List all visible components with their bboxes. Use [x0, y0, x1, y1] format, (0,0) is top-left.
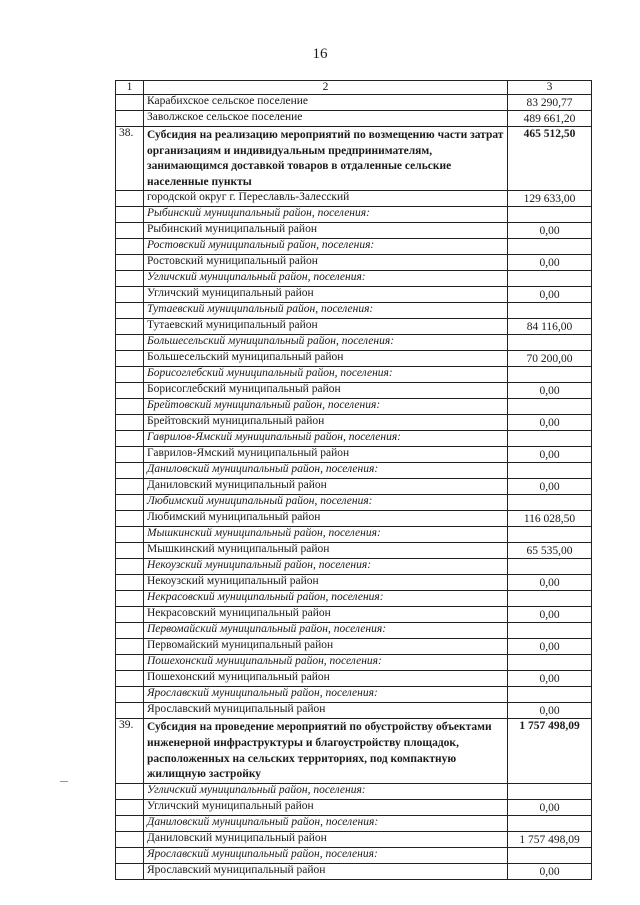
table-row — [116, 415, 592, 431]
district-settlements-label: Большесельский муниципальный район, поселения: — [144, 335, 508, 351]
table-row — [116, 591, 592, 607]
row-number-cell — [116, 559, 144, 575]
amount-cell — [508, 495, 592, 511]
row-number-cell — [116, 431, 144, 447]
row-number-cell — [116, 591, 144, 607]
amount-cell: 0,00 — [508, 799, 592, 815]
amount-cell — [508, 207, 592, 223]
row-number-cell — [116, 399, 144, 415]
district-name: Заволжское сельское поселение — [144, 111, 508, 127]
table-row — [116, 383, 592, 399]
row-number-cell — [116, 415, 144, 431]
table-row — [116, 351, 592, 367]
amount-cell: 0,00 — [508, 255, 592, 271]
table-row — [116, 303, 592, 319]
row-number-cell — [116, 703, 144, 719]
amount-cell — [508, 591, 592, 607]
row-number-cell — [116, 287, 144, 303]
district-name: Некоузский муниципальный район — [144, 575, 508, 591]
row-number-cell — [116, 95, 144, 111]
row-number-cell — [116, 255, 144, 271]
row-number-cell — [116, 639, 144, 655]
row-number-cell — [116, 607, 144, 623]
subsidy-total: 465 512,50 — [508, 127, 592, 191]
table-row — [116, 687, 592, 703]
table-row — [116, 111, 592, 127]
row-number-cell — [116, 831, 144, 847]
amount-cell — [508, 815, 592, 831]
amount-cell: 0,00 — [508, 415, 592, 431]
table-row — [116, 815, 592, 831]
table-row — [116, 831, 592, 847]
row-number-cell — [116, 847, 144, 863]
district-settlements-label: Пошехонский муниципальный район, поселения: — [144, 655, 508, 671]
row-number-cell — [116, 319, 144, 335]
row-number-cell — [116, 495, 144, 511]
row-number-cell — [116, 191, 144, 207]
table-row — [116, 335, 592, 351]
district-name: Угличский муниципальный район — [144, 799, 508, 815]
amount-cell — [508, 431, 592, 447]
district-name: Тутаевский муниципальный район — [144, 319, 508, 335]
table-row — [116, 511, 592, 527]
row-number-cell — [116, 383, 144, 399]
amount-cell: 0,00 — [508, 479, 592, 495]
table-row — [116, 543, 592, 559]
amount-cell: 0,00 — [508, 607, 592, 623]
district-name: Некрасовский муниципальный район — [144, 607, 508, 623]
table-row — [116, 799, 592, 815]
district-settlements-label: Ростовский муниципальный район, поселения: — [144, 239, 508, 255]
row-number-cell — [116, 655, 144, 671]
row-number-cell — [116, 575, 144, 591]
amount-cell: 129 633,00 — [508, 191, 592, 207]
row-number-cell — [116, 207, 144, 223]
subsidy-table — [115, 80, 592, 880]
table-row — [116, 287, 592, 303]
amount-cell — [508, 687, 592, 703]
amount-cell — [508, 783, 592, 799]
row-number-cell — [116, 223, 144, 239]
table-row — [116, 527, 592, 543]
district-name: Большесельский муниципальный район — [144, 351, 508, 367]
table-row — [116, 239, 592, 255]
district-name: Ярославский муниципальный район — [144, 863, 508, 879]
row-number-cell — [116, 111, 144, 127]
district-settlements-label: Мышкинский муниципальный район, поселения: — [144, 527, 508, 543]
amount-cell — [508, 271, 592, 287]
amount-cell — [508, 527, 592, 543]
item-number: 39. — [116, 719, 144, 783]
table-row — [116, 479, 592, 495]
amount-cell: 0,00 — [508, 671, 592, 687]
row-number-cell — [116, 511, 144, 527]
district-settlements-label: Ярославский муниципальный район, поселения: — [144, 847, 508, 863]
district-settlements-label: Даниловский муниципальный район, поселения: — [144, 463, 508, 479]
table-row — [116, 847, 592, 863]
district-settlements-label: Ярославский муниципальный район, поселения: — [144, 687, 508, 703]
header-col-2: 2 — [144, 81, 508, 95]
table-row — [116, 639, 592, 655]
table-row — [116, 655, 592, 671]
amount-cell: 116 028,50 — [508, 511, 592, 527]
amount-cell: 65 535,00 — [508, 543, 592, 559]
district-name: Борисоглебский муниципальный район — [144, 383, 508, 399]
district-settlements-label: Некрасовский муниципальный район, поселения: — [144, 591, 508, 607]
table-row — [116, 623, 592, 639]
row-number-cell — [116, 543, 144, 559]
header-col-3: 3 — [508, 81, 592, 95]
table-header-row — [116, 81, 592, 95]
table-row — [116, 559, 592, 575]
table-row — [116, 783, 592, 799]
amount-cell: 0,00 — [508, 575, 592, 591]
subsidy-title: Субсидия на реализацию мероприятий по возмещению части затрат организациям и индивидуальным предпринимателям, занимающимся доставкой товаров в отдаленные сельские населенные пункты — [144, 127, 508, 191]
row-number-cell — [116, 239, 144, 255]
scan-mark — [60, 781, 68, 782]
amount-cell: 0,00 — [508, 639, 592, 655]
item-number: 38. — [116, 127, 144, 191]
amount-cell — [508, 463, 592, 479]
table-row — [116, 319, 592, 335]
amount-cell — [508, 623, 592, 639]
row-number-cell — [116, 815, 144, 831]
district-name: Даниловский муниципальный район — [144, 479, 508, 495]
district-name: Угличский муниципальный район — [144, 287, 508, 303]
subsidy-item-row — [116, 719, 592, 783]
amount-cell: 70 200,00 — [508, 351, 592, 367]
subsidy-item-row — [116, 127, 592, 191]
row-number-cell — [116, 463, 144, 479]
amount-cell — [508, 559, 592, 575]
table-row — [116, 447, 592, 463]
amount-cell: 83 290,77 — [508, 95, 592, 111]
amount-cell: 84 116,00 — [508, 319, 592, 335]
row-number-cell — [116, 687, 144, 703]
district-name: Карабихское сельское поселение — [144, 95, 508, 111]
row-number-cell — [116, 479, 144, 495]
district-name: Даниловский муниципальный район — [144, 831, 508, 847]
amount-cell — [508, 399, 592, 415]
table-row — [116, 255, 592, 271]
district-name: городской округ г. Переславль-Залесский — [144, 191, 508, 207]
table-row — [116, 703, 592, 719]
amount-cell: 0,00 — [508, 223, 592, 239]
district-settlements-label: Угличский муниципальный район, поселения: — [144, 783, 508, 799]
table-row — [116, 607, 592, 623]
amount-cell — [508, 303, 592, 319]
row-number-cell — [116, 447, 144, 463]
district-settlements-label: Некоузский муниципальный район, поселения: — [144, 559, 508, 575]
district-settlements-label: Любимский муниципальный район, поселения: — [144, 495, 508, 511]
table-row — [116, 863, 592, 879]
district-name: Гаврилов-Ямский муниципальный район — [144, 447, 508, 463]
district-name: Рыбинский муниципальный район — [144, 223, 508, 239]
amount-cell: 489 661,20 — [508, 111, 592, 127]
row-number-cell — [116, 303, 144, 319]
district-settlements-label: Даниловский муниципальный район, поселения: — [144, 815, 508, 831]
district-settlements-label: Первомайский муниципальный район, поселения: — [144, 623, 508, 639]
district-name: Брейтовский муниципальный район — [144, 415, 508, 431]
district-settlements-label: Тутаевский муниципальный район, поселения: — [144, 303, 508, 319]
table-row — [116, 399, 592, 415]
row-number-cell — [116, 799, 144, 815]
district-settlements-label: Рыбинский муниципальный район, поселения: — [144, 207, 508, 223]
amount-cell — [508, 655, 592, 671]
row-number-cell — [116, 783, 144, 799]
row-number-cell — [116, 351, 144, 367]
district-settlements-label: Борисоглебский муниципальный район, поселения: — [144, 367, 508, 383]
amount-cell — [508, 847, 592, 863]
table-row — [116, 495, 592, 511]
table-row — [116, 191, 592, 207]
table-row — [116, 431, 592, 447]
amount-cell: 0,00 — [508, 383, 592, 399]
row-number-cell — [116, 863, 144, 879]
table-row — [116, 367, 592, 383]
row-number-cell — [116, 271, 144, 287]
amount-cell: 0,00 — [508, 863, 592, 879]
row-number-cell — [116, 527, 144, 543]
table-row — [116, 463, 592, 479]
table-row — [116, 95, 592, 111]
district-settlements-label: Угличский муниципальный район, поселения: — [144, 271, 508, 287]
table-row — [116, 671, 592, 687]
amount-cell: 0,00 — [508, 287, 592, 303]
table-row — [116, 223, 592, 239]
row-number-cell — [116, 623, 144, 639]
district-settlements-label: Гаврилов-Ямский муниципальный район, поселения: — [144, 431, 508, 447]
district-name: Ярославский муниципальный район — [144, 703, 508, 719]
amount-cell — [508, 239, 592, 255]
page-number: 16 — [312, 46, 328, 62]
district-settlements-label: Брейтовский муниципальный район, поселения: — [144, 399, 508, 415]
amount-cell: 0,00 — [508, 447, 592, 463]
table-row — [116, 271, 592, 287]
subsidy-total: 1 757 498,09 — [508, 719, 592, 783]
district-name: Любимский муниципальный район — [144, 511, 508, 527]
header-col-1: 1 — [116, 81, 144, 95]
amount-cell — [508, 335, 592, 351]
row-number-cell — [116, 671, 144, 687]
table-row — [116, 207, 592, 223]
subsidy-title: Субсидия на проведение мероприятий по обустройству объектами инженерной инфраструктуры и благоустройству площадок, расположенных на сельских территориях, под компактную жилищную застройку — [144, 719, 508, 783]
district-name: Ростовский муниципальный район — [144, 255, 508, 271]
district-name: Пошехонский муниципальный район — [144, 671, 508, 687]
amount-cell: 1 757 498,09 — [508, 831, 592, 847]
row-number-cell — [116, 335, 144, 351]
table-row — [116, 575, 592, 591]
district-name: Первомайский муниципальный район — [144, 639, 508, 655]
amount-cell: 0,00 — [508, 703, 592, 719]
row-number-cell — [116, 367, 144, 383]
district-name: Мышкинский муниципальный район — [144, 543, 508, 559]
amount-cell — [508, 367, 592, 383]
